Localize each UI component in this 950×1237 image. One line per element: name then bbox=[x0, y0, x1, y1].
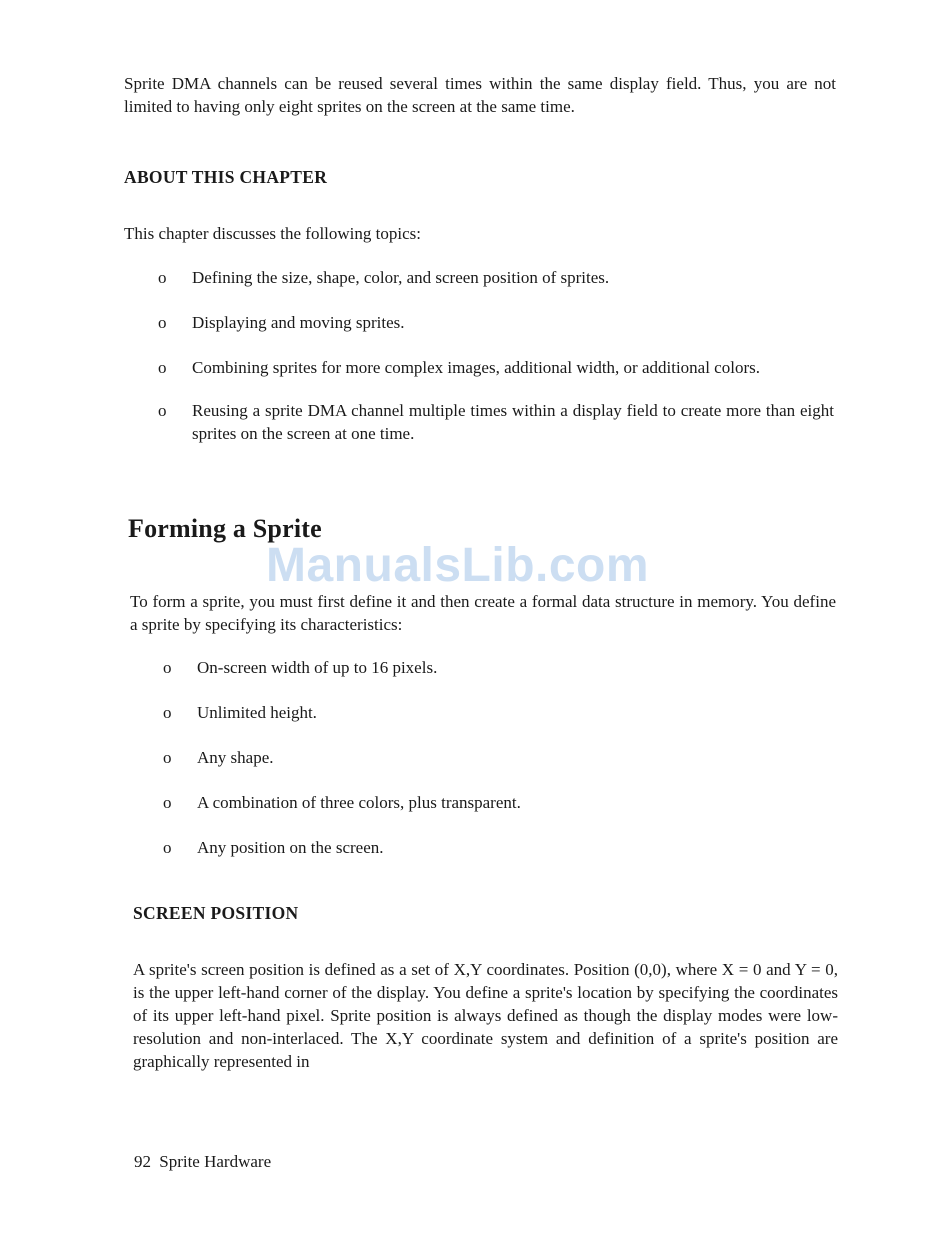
list-item bbox=[158, 266, 834, 289]
topic-text: Displaying and moving sprites. bbox=[192, 313, 405, 332]
manualslib-watermark: ManualsLib.com bbox=[266, 539, 650, 592]
about-topics-list bbox=[158, 266, 834, 445]
about-intro-text: This chapter discusses the following topics: bbox=[124, 224, 421, 243]
list-item bbox=[163, 656, 839, 679]
bullet-marker: o bbox=[163, 748, 172, 767]
bullet-marker: o bbox=[158, 268, 167, 287]
list-item bbox=[163, 746, 839, 769]
bullet-marker: o bbox=[163, 703, 172, 722]
topic-text: Defining the size, shape, color, and screen position of sprites. bbox=[192, 268, 610, 287]
screen-position-paragraph: A sprite's screen position is defined as a set of X,Y coordinates. Position (0,0), where X = 0 and Y = 0, is the upper left-hand corner of the display. You define a sprite's location by specifying the coordinates of its upper left-hand pixel. Sprite position is always defined as though the display modes were low-resolution and non-interlaced. The X,Y coordinate system and definition of a sprite's position are graphically represented in bbox=[133, 960, 838, 1071]
forming-intro-paragraph: To form a sprite, you must first define it and then create a formal data structure in memory. You define a sprite by specifying its characteristics: bbox=[130, 592, 836, 634]
characteristic-text: Unlimited height. bbox=[197, 703, 317, 722]
bullet-marker: o bbox=[163, 658, 172, 677]
sprite-characteristics-list bbox=[163, 656, 839, 859]
bullet-marker: o bbox=[163, 793, 172, 812]
topic-text: Reusing a sprite DMA channel multiple times within a display field to create more than eight sprites on the screen at one time. bbox=[192, 401, 834, 443]
characteristic-text: Any position on the screen. bbox=[197, 838, 384, 857]
characteristic-text: On-screen width of up to 16 pixels. bbox=[197, 658, 438, 677]
about-this-chapter-heading: ABOUT THIS CHAPTER bbox=[124, 167, 328, 187]
page-number: 92 bbox=[134, 1152, 151, 1171]
bullet-marker: o bbox=[158, 401, 167, 420]
bullet-marker: o bbox=[158, 313, 167, 332]
topic-text: Combining sprites for more complex images, additional width, or additional colors. bbox=[192, 358, 760, 377]
list-item bbox=[158, 356, 834, 379]
bullet-marker: o bbox=[158, 358, 167, 377]
intro-paragraph: Sprite DMA channels can be reused several times within the same display field. Thus, you are not limited to having only eight sprites on the screen at the same time. bbox=[124, 74, 836, 116]
list-item bbox=[158, 311, 834, 334]
list-item bbox=[163, 701, 839, 724]
list-item bbox=[163, 836, 839, 859]
footer-section-title: Sprite Hardware bbox=[159, 1152, 272, 1171]
page-footer bbox=[134, 1152, 271, 1172]
screen-position-heading: SCREEN POSITION bbox=[133, 903, 299, 923]
list-item bbox=[158, 399, 834, 445]
characteristic-text: A combination of three colors, plus transparent. bbox=[197, 793, 521, 812]
characteristic-text: Any shape. bbox=[197, 748, 274, 767]
list-item bbox=[163, 791, 839, 814]
forming-a-sprite-heading: Forming a Sprite bbox=[128, 514, 322, 543]
bullet-marker: o bbox=[163, 838, 172, 857]
